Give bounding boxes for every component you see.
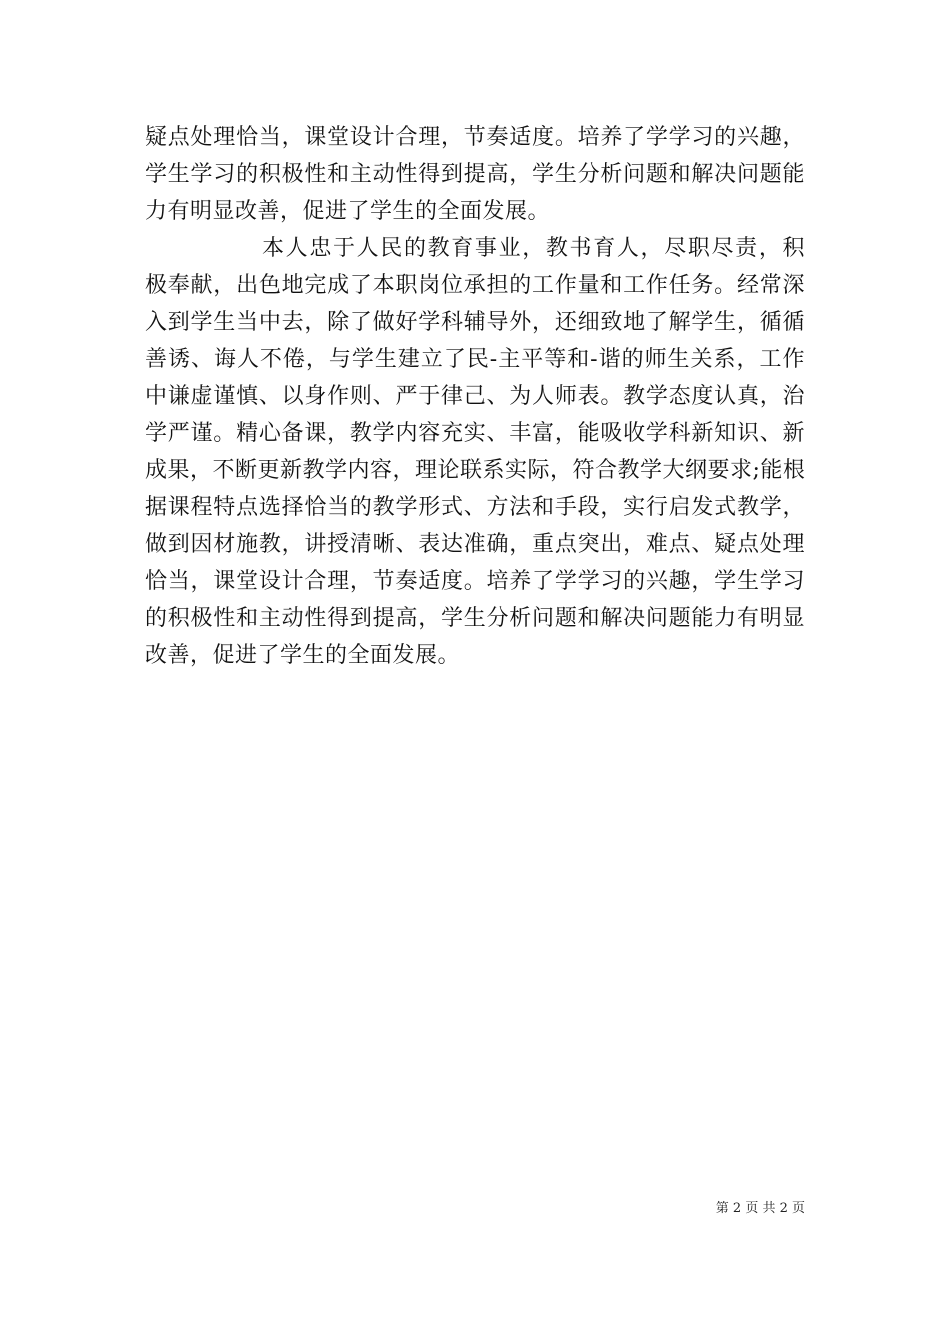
text-line: 善诱、诲人不倦，与学生建立了民-主平等和-谐的师生关系，工作 xyxy=(145,347,805,372)
text-line: 改善，促进了学生的全面发展。 xyxy=(145,643,461,668)
text-line: 疑点处理恰当，课堂设计合理，节奏适度。培养了学学习的兴趣， xyxy=(145,125,805,150)
text-line: 中谦虚谨慎、以身作则、严于律己、为人师表。教学态度认真，治 xyxy=(145,384,805,409)
text-line: 恰当，课堂设计合理，节奏适度。培养了学学习的兴趣，学生学习 xyxy=(145,569,805,594)
text-line: 学严谨。精心备课，教学内容充实、丰富，能吸收学科新知识、新 xyxy=(145,421,805,446)
page-number-footer: 第 2 页 共 2 页 xyxy=(715,1201,805,1216)
text-line: 入到学生当中去，除了做好学科辅导外，还细致地了解学生，循循 xyxy=(145,310,805,335)
text-line: 成果，不断更新教学内容，理论联系实际，符合教学大纲要求;能根 xyxy=(145,458,806,483)
text-line: 据课程特点选择恰当的教学形式、方法和手段，实行启发式教学， xyxy=(145,495,805,520)
text-line: 极奉献，出色地完成了本职岗位承担的工作量和工作任务。经常深 xyxy=(145,273,805,298)
text-line: 本人忠于人民的教育事业，教书育人，尽职尽责，积 xyxy=(262,236,805,261)
text-line: 学生学习的积极性和主动性得到提高，学生分析问题和解决问题能 xyxy=(145,162,805,187)
text-line: 力有明显改善，促进了学生的全面发展。 xyxy=(145,199,551,224)
text-line: 做到因材施教，讲授清晰、表达准确，重点突出，难点、疑点处理 xyxy=(145,532,805,557)
text-line: 的积极性和主动性得到提高，学生分析问题和解决问题能力有明显 xyxy=(145,606,805,631)
